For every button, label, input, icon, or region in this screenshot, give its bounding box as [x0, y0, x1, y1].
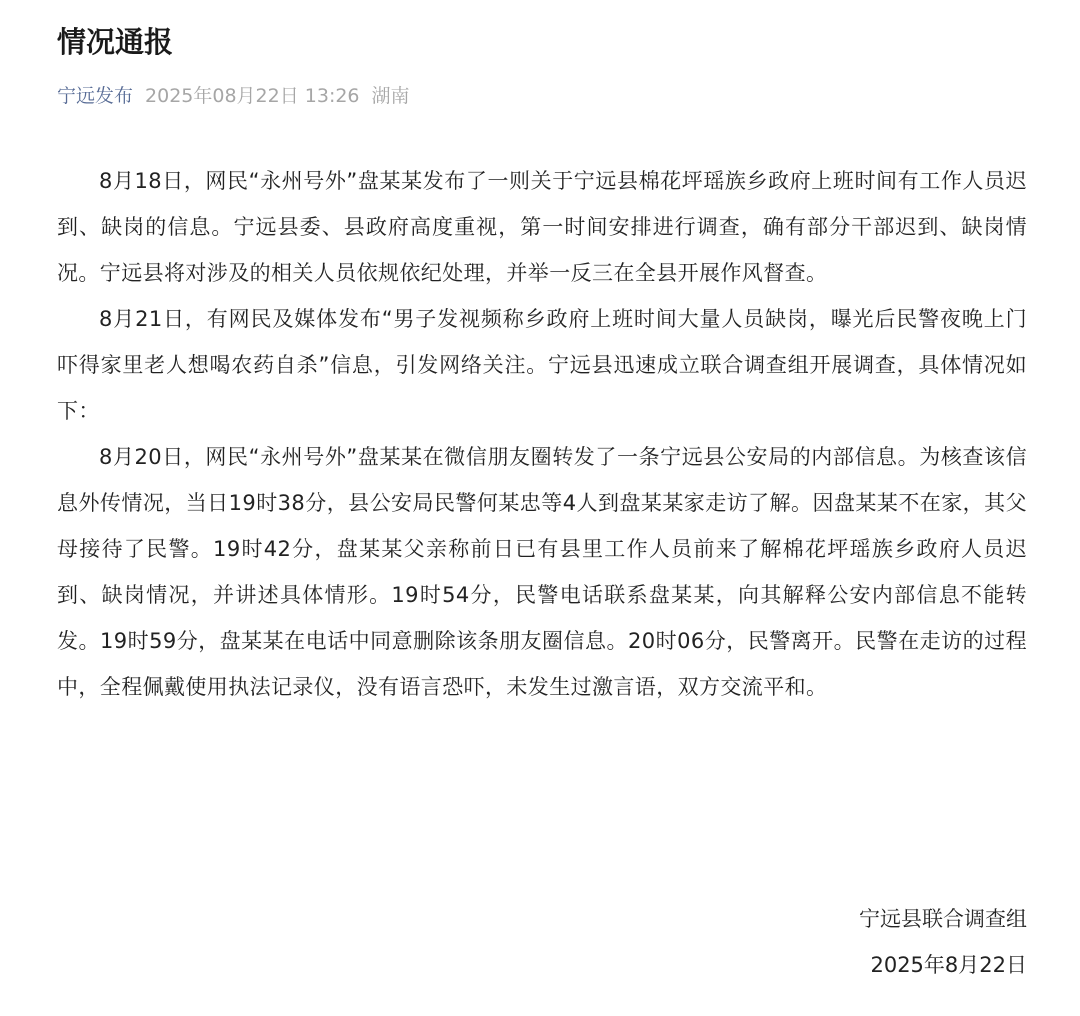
- signature-block: [859, 896, 1027, 988]
- account-name-link[interactable]: 宁远发布: [57, 85, 134, 107]
- article-body: [57, 158, 1027, 710]
- signature-organization: 宁远县联合调查组: [859, 907, 1027, 931]
- paragraph-2: 8月21日，有网民及媒体发布“男子发视频称乡政府上班时间大量人员缺岗，曝光后民警夜晚上门吓得家里老人想喝农药自杀”信息，引发网络关注。宁远县迅速成立联合调查组开展调查，具体情况如下：: [57, 307, 1027, 423]
- paragraph-1: 8月18日，网民“永州号外”盘某某发布了一则关于宁远县棉花坪瑶族乡政府上班时间有工作人员迟到、缺岗的信息。宁远县委、县政府高度重视，第一时间安排进行调查，确有部分干部迟到、缺岗情况。宁远县将对涉及的相关人员依规依纪处理，并举一反三在全县开展作风督查。: [57, 169, 1027, 285]
- paragraph-3: 8月20日，网民“永州号外”盘某某在微信朋友圈转发了一条宁远县公安局的内部信息。为核查该信息外传情况，当日19时38分，县公安局民警何某忠等4人到盘某某家走访了解。因盘某某不在家，其父母接待了民警。19时42分，盘某某父亲称前日已有县里工作人员前来了解棉花坪瑶族乡政府人员迟到、缺岗情况，并讲述具体情形。19时54分，民警电话联系盘某某，向其解释公安内部信息不能转发。19时59分，盘某某在电话中同意删除该条朋友圈信息。20时06分，民警离开。民警在走访的过程中，全程佩戴使用执法记录仪，没有语言恐吓，未发生过激言语，双方交流平和。: [57, 445, 1027, 699]
- article-meta: [57, 80, 410, 112]
- article-title: 情况通报: [57, 25, 174, 59]
- signature-date: 2025年8月22日: [870, 953, 1027, 977]
- publish-time: 2025年08月22日 13:26: [145, 85, 360, 107]
- publish-location: 湖南: [371, 85, 410, 107]
